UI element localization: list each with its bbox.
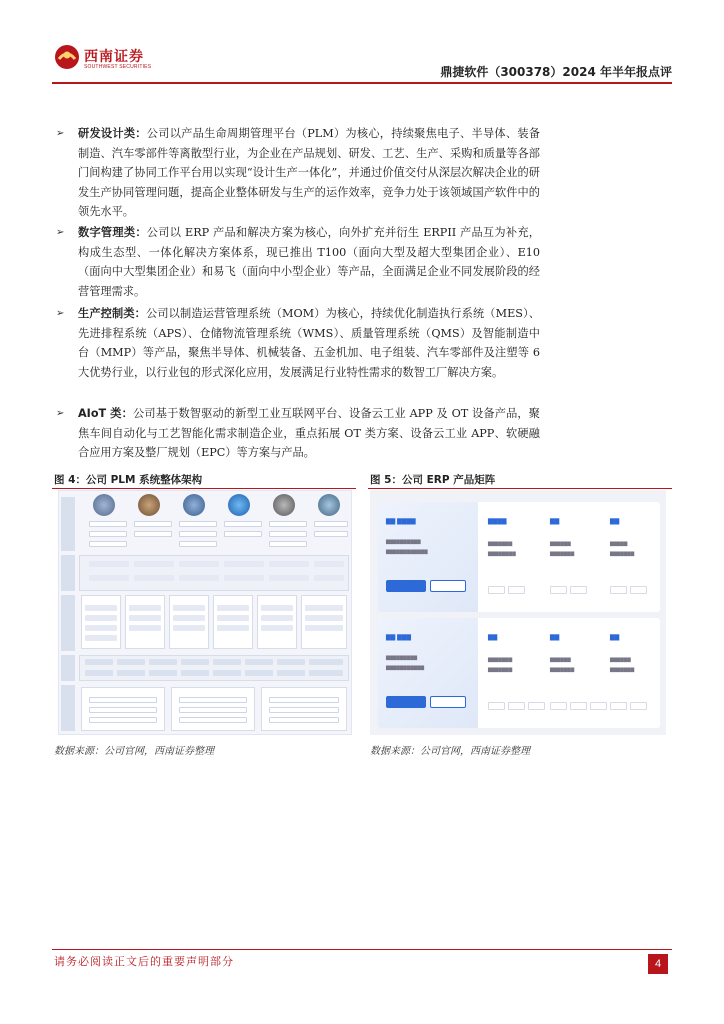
erp-tag bbox=[488, 702, 505, 710]
plm-chip bbox=[179, 561, 219, 567]
plm-box bbox=[89, 697, 157, 703]
plm-chip bbox=[129, 625, 161, 631]
erp-product-desc-placeholder: ▇▇▇▇▇▇▇ bbox=[488, 542, 513, 547]
plm-chip bbox=[179, 575, 219, 581]
logo-english-name: SOUTHWEST SECURITIES bbox=[84, 64, 152, 70]
plm-box bbox=[269, 717, 339, 723]
plm-box bbox=[179, 697, 247, 703]
plm-chip bbox=[269, 561, 309, 567]
erp-tag bbox=[610, 702, 627, 710]
plm-box bbox=[89, 541, 127, 547]
erp-product-name-placeholder: ▇▇ bbox=[550, 518, 560, 525]
industry-equipment-icon bbox=[183, 494, 205, 516]
industry-chemical-icon bbox=[318, 494, 340, 516]
erp-product-name-placeholder: ▇▇ bbox=[610, 518, 620, 525]
plm-chip bbox=[217, 615, 249, 621]
report-title: 鼎捷软件（300378）2024 年半年报点评 bbox=[440, 65, 672, 79]
erp-product-desc-placeholder: ▇▇▇▇▇▇▇ bbox=[610, 552, 635, 557]
plm-chip bbox=[261, 605, 293, 611]
plm-layer-tab bbox=[61, 685, 75, 731]
page-number: 4 bbox=[648, 954, 668, 974]
plm-chip bbox=[309, 659, 343, 665]
footer-disclaimer: 请务必阅读正文后的重要声明部分 bbox=[54, 955, 234, 968]
plm-chip bbox=[245, 659, 273, 665]
industry-semiconductor-icon bbox=[138, 494, 160, 516]
plm-box bbox=[224, 531, 262, 537]
figure-4-title-rule bbox=[52, 488, 356, 489]
erp-product-desc-placeholder: ▇▇▇▇▇ bbox=[610, 542, 628, 547]
plm-chip bbox=[213, 659, 241, 665]
plm-chip bbox=[149, 659, 177, 665]
erp-tag bbox=[630, 586, 647, 594]
plm-box bbox=[89, 707, 157, 713]
plm-chip bbox=[129, 605, 161, 611]
paragraph-text: 公司以 ERP 产品和解决方案为核心，向外扩充并衍生 ERPII 产品互为补充，构成生态型、一体化解决方案体系，现已推出 T100（面向大型及超大型集团企业）、E10（面向中大型集团企业）和易飞（面向中小型企业）等产品，全面满足企业不同发展阶段的经营管理需求。 bbox=[78, 226, 540, 298]
arrow-bullet-icon: ➢ bbox=[56, 308, 65, 319]
erp-product-name-placeholder: ▇▇ ▇▇▇ bbox=[386, 634, 411, 641]
plm-module-card bbox=[301, 595, 347, 649]
plm-layer-tab bbox=[61, 497, 75, 551]
plm-box bbox=[134, 521, 172, 527]
plm-chip bbox=[85, 625, 117, 631]
plm-chip bbox=[129, 615, 161, 621]
erp-product-desc-placeholder: ▇▇▇▇▇▇▇ bbox=[550, 552, 575, 557]
erp-product-desc-placeholder: ▇▇▇▇▇▇▇ bbox=[488, 668, 513, 673]
erp-product-name-placeholder: ▇▇ bbox=[610, 634, 620, 641]
plm-box bbox=[134, 531, 172, 537]
erp-primary-button bbox=[386, 696, 426, 708]
plm-chip bbox=[85, 615, 117, 621]
plm-chip bbox=[277, 670, 305, 676]
erp-tag bbox=[488, 586, 505, 594]
erp-primary-button bbox=[386, 580, 426, 592]
erp-product-desc-placeholder: ▇▇▇▇▇▇▇▇▇▇▇ bbox=[386, 666, 425, 671]
plm-chip bbox=[85, 670, 113, 676]
plm-chip bbox=[269, 575, 309, 581]
erp-tag bbox=[570, 702, 587, 710]
plm-layer-tab bbox=[61, 555, 75, 591]
plm-chip bbox=[85, 659, 113, 665]
erp-tag bbox=[508, 702, 525, 710]
plm-layer-tab bbox=[61, 655, 75, 681]
erp-tag bbox=[528, 702, 545, 710]
plm-layer-tab bbox=[61, 595, 75, 651]
erp-product-name-placeholder: ▇▇ bbox=[550, 634, 560, 641]
plm-chip bbox=[261, 615, 293, 621]
figure-4-title: 图 4：公司 PLM 系统整体架构 bbox=[54, 474, 203, 486]
plm-chip bbox=[117, 659, 145, 665]
plm-module-card bbox=[125, 595, 165, 649]
plm-chip bbox=[261, 625, 293, 631]
paragraph-text: 公司基于数智驱动的新型工业互联网平台、设备云工业 APP 及 OT 设备产品，聚焦车间自动化与工艺智能化需求制造企业，重点拓展 OT 类方案、设备云工业 APP、软硬融合应用方案及整厂规划（EPC）等方案与产品。 bbox=[78, 407, 540, 459]
logo-chinese-name: 西南证券 bbox=[84, 49, 144, 65]
paragraph-text: 公司以产品生命周期管理平台（PLM）为核心，持续聚焦电子、半导体、装备制造、汽车零部件等离散型行业，为企业在产品规划、研发、工艺、生产、采购和质量等各部门间构建了协同工作平台用以实现“设计生产一体化”，并通过价值交付从深层次解决企业的研发生产协同管理问题，提高企业整体研发与生产的运作效率，竞争力处于该领域国产软件中的领先水平。 bbox=[78, 127, 540, 218]
plm-box bbox=[179, 531, 217, 537]
plm-chip bbox=[173, 615, 205, 621]
figure-5-title-rule bbox=[368, 488, 672, 489]
plm-chip bbox=[277, 659, 305, 665]
plm-module-card bbox=[169, 595, 209, 649]
plm-box bbox=[314, 521, 348, 527]
paragraph-text: 公司以制造运营管理系统（MOM）为核心，持续优化制造执行系统（MES）、先进排程系统（APS）、仓储物流管理系统（WMS）、质量管理系统（QMS）及智能制造中台（MMP）等产品，聚焦半导体、机械装备、五金机加、电子组装、汽车零部件及注塑等 6 大优势行业，以行业包的形式深化应用，发展满足行业特性需求的数智工厂解决方案。 bbox=[78, 307, 540, 379]
plm-chip bbox=[305, 615, 343, 621]
arrow-bullet-icon: ➢ bbox=[56, 227, 65, 238]
arrow-bullet-icon: ➢ bbox=[56, 408, 65, 419]
erp-product-desc-placeholder: ▇▇▇▇▇▇ bbox=[550, 542, 571, 547]
plm-chip bbox=[305, 605, 343, 611]
figure-4-source: 数据来源：公司官网，西南证券整理 bbox=[54, 746, 214, 757]
company-logo bbox=[54, 42, 154, 78]
erp-tag bbox=[610, 586, 627, 594]
plm-box bbox=[314, 531, 348, 537]
erp-tag bbox=[630, 702, 647, 710]
plm-box bbox=[224, 521, 262, 527]
plm-box bbox=[269, 521, 307, 527]
plm-chip bbox=[314, 561, 344, 567]
paragraph-label: AIoT 类： bbox=[78, 407, 133, 420]
plm-architecture-image bbox=[58, 490, 352, 735]
plm-chip bbox=[117, 670, 145, 676]
plm-chip bbox=[224, 575, 264, 581]
paragraph-label: 研发设计类： bbox=[78, 127, 147, 140]
erp-tag bbox=[550, 586, 567, 594]
erp-product-matrix-image bbox=[370, 490, 666, 735]
plm-chip bbox=[134, 575, 174, 581]
paragraph-label: 生产控制类： bbox=[78, 307, 147, 320]
erp-product-desc-placeholder: ▇▇▇▇▇▇▇ bbox=[488, 658, 513, 663]
plm-box bbox=[179, 707, 247, 713]
plm-chip bbox=[89, 575, 129, 581]
plm-chip bbox=[213, 670, 241, 676]
plm-chip bbox=[173, 625, 205, 631]
plm-chip bbox=[173, 605, 205, 611]
plm-box bbox=[179, 717, 247, 723]
plm-module-card bbox=[257, 595, 297, 649]
erp-product-desc-placeholder: ▇▇▇▇▇▇▇▇▇▇▇▇ bbox=[386, 550, 428, 555]
plm-chip bbox=[181, 659, 209, 665]
paragraph-rd-design bbox=[56, 124, 540, 222]
erp-featured-product bbox=[378, 618, 478, 728]
arrow-bullet-icon: ➢ bbox=[56, 128, 65, 139]
paragraph-digital-management bbox=[56, 223, 540, 301]
figure-5-title: 图 5：公司 ERP 产品矩阵 bbox=[370, 474, 496, 486]
plm-chip bbox=[314, 575, 344, 581]
erp-tag bbox=[590, 702, 607, 710]
erp-product-desc-placeholder: ▇▇▇▇▇▇▇ bbox=[550, 668, 575, 673]
erp-product-desc-placeholder: ▇▇▇▇▇▇▇▇▇ bbox=[386, 656, 418, 661]
erp-product-name-placeholder: ▇▇▇▇ bbox=[488, 518, 507, 525]
paragraph-production-control bbox=[56, 304, 540, 382]
erp-product-name-placeholder: ▇▇ bbox=[488, 634, 498, 641]
erp-tag bbox=[550, 702, 567, 710]
plm-box bbox=[269, 531, 307, 537]
plm-box bbox=[89, 531, 127, 537]
plm-chip bbox=[305, 625, 343, 631]
erp-product-desc-placeholder: ▇▇▇▇▇▇▇▇▇▇ bbox=[386, 540, 421, 545]
footer-divider bbox=[52, 949, 672, 950]
erp-product-desc-placeholder: ▇▇▇▇▇▇▇▇ bbox=[488, 552, 516, 557]
plm-chip bbox=[224, 561, 264, 567]
erp-product-desc-placeholder: ▇▇▇▇▇▇▇ bbox=[610, 668, 635, 673]
figure-5-source: 数据来源：公司官网，西南证券整理 bbox=[370, 746, 530, 757]
erp-panel-large-enterprise bbox=[378, 502, 660, 612]
plm-box bbox=[179, 541, 217, 547]
industry-automotive-icon bbox=[273, 494, 295, 516]
erp-secondary-button bbox=[430, 696, 466, 708]
erp-panel-mid-enterprise bbox=[378, 618, 660, 728]
plm-module-card bbox=[213, 595, 253, 649]
plm-box bbox=[89, 717, 157, 723]
plm-chip bbox=[85, 635, 117, 641]
plm-chip bbox=[309, 670, 343, 676]
erp-product-desc-placeholder: ▇▇▇▇▇▇ bbox=[610, 658, 631, 663]
plm-chip bbox=[85, 605, 117, 611]
industry-electronics-icon bbox=[93, 494, 115, 516]
plm-chip bbox=[89, 561, 129, 567]
header-divider bbox=[52, 82, 672, 84]
erp-tag bbox=[570, 586, 587, 594]
plm-chip bbox=[149, 670, 177, 676]
plm-chip bbox=[181, 670, 209, 676]
erp-secondary-button bbox=[430, 580, 466, 592]
plm-chip bbox=[134, 561, 174, 567]
erp-featured-product bbox=[378, 502, 478, 612]
erp-product-name-placeholder: ▇▇ ▇▇▇▇ bbox=[386, 518, 416, 525]
plm-chip bbox=[245, 670, 273, 676]
plm-chip bbox=[217, 605, 249, 611]
erp-tag bbox=[508, 586, 525, 594]
plm-box bbox=[269, 541, 307, 547]
plm-box bbox=[89, 521, 127, 527]
industry-it-icon bbox=[228, 494, 250, 516]
plm-chip bbox=[217, 625, 249, 631]
logo-emblem-icon bbox=[54, 44, 80, 70]
plm-box bbox=[269, 707, 339, 713]
erp-product-desc-placeholder: ▇▇▇▇▇▇ bbox=[550, 658, 571, 663]
paragraph-aiot bbox=[56, 404, 540, 463]
paragraph-label: 数字管理类： bbox=[78, 226, 147, 239]
plm-box bbox=[179, 521, 217, 527]
plm-box bbox=[269, 697, 339, 703]
